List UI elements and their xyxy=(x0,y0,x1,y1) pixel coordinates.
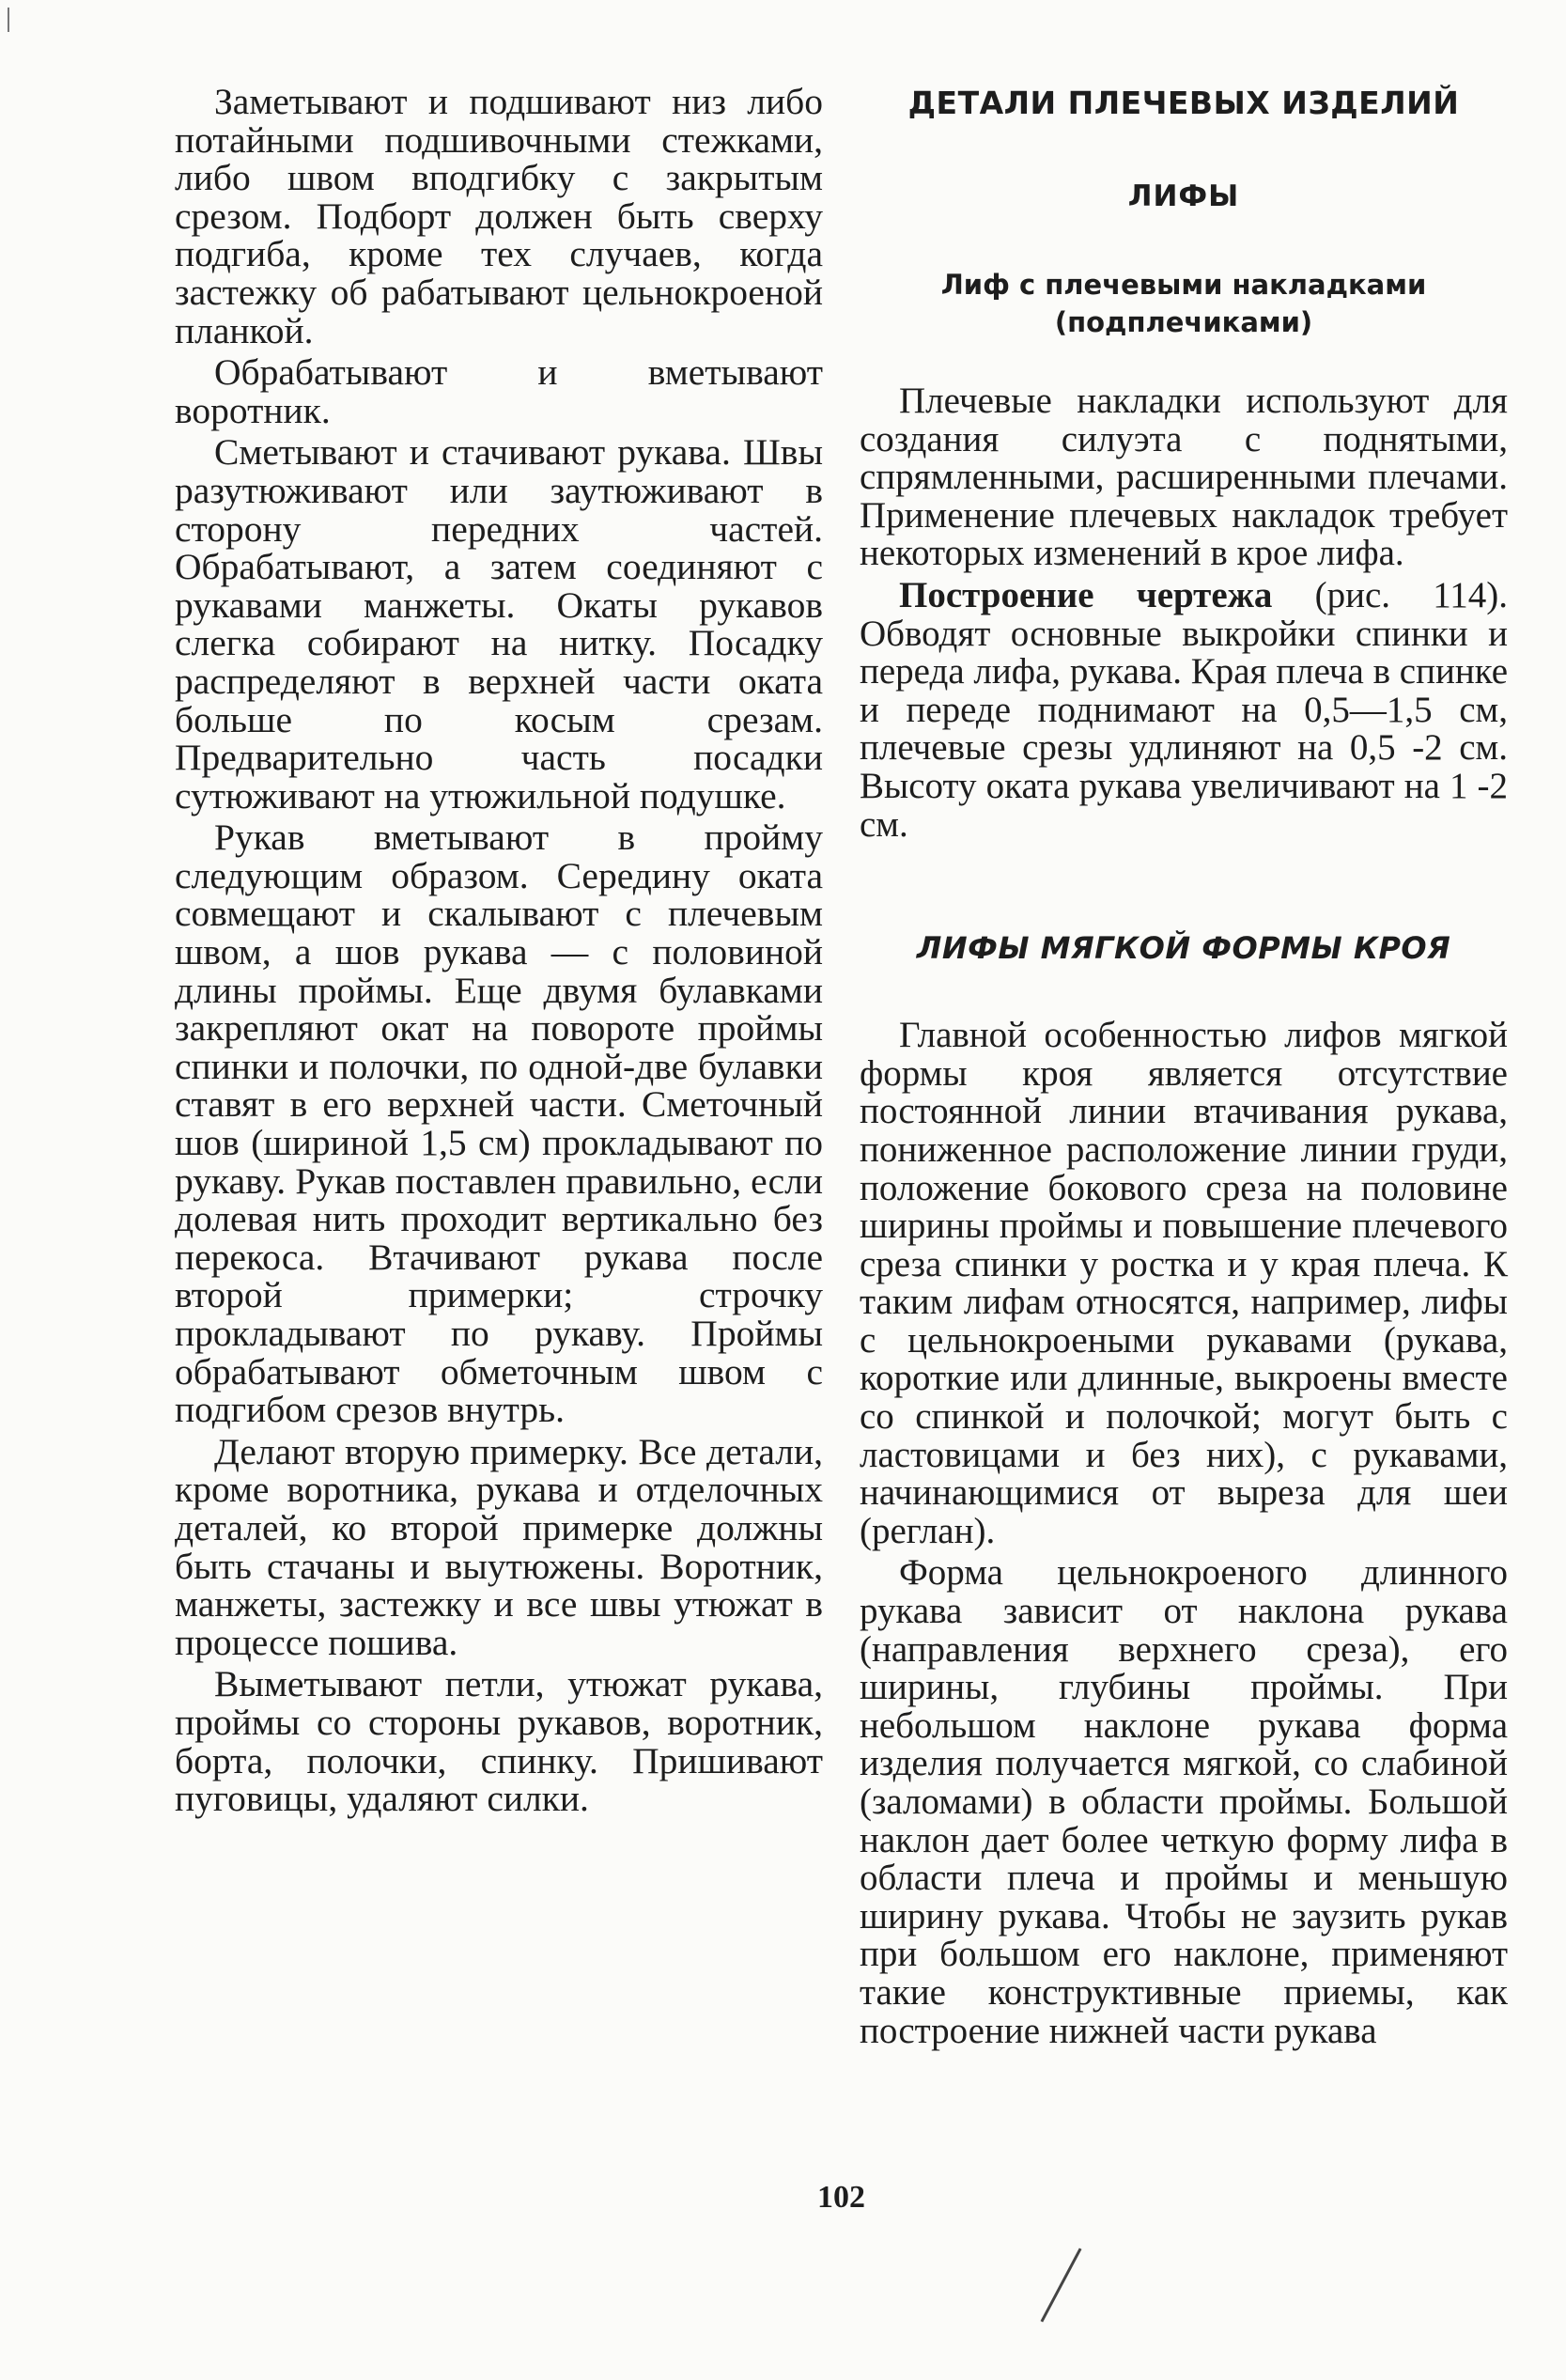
soft-paragraph-1: Главной особенностью лифов мягкой формы кроя является отсутствие постоянной линии втачивания рукава, пониженное расположение линии груди, положение бокового среза на половине ширины проймы и повышение плечевого среза спинки у ростка и у края плеча. К таким лифам относятся, например, лифы с цельнокроеными рукавами (рукава, короткие или длинные, выкроены вместе со спинкой и полочкой; могут быть с ластовицами и без них), с рукавами, начинающимися от выреза для шеи (реглан). xyxy=(860,1015,1508,1551)
left-column xyxy=(175,83,823,1818)
scan-mark xyxy=(8,8,9,32)
topic-title: Лиф с плечевыми накладками (подплечиками) xyxy=(940,269,1427,338)
left-paragraph-1: Заметывают и подшивают низ либо потайными подшивочными стежками, либо швом вподгибку с закрытым срезом. Подборт должен быть сверху подгиба, кроме тех случаев, когда застежку об рабатывают цельнокроеной планкой. xyxy=(175,81,823,351)
drawing-text: (рис. 114). Обводят основные выкройки спинки и переда лифа, рукава. Края плеча в спинке и переде поднимают на 0,5—1,5 см, плечевые срезы удлиняют на 0,5 -2 см. Высоту оката рукава увеличивают на 1 -2 см. xyxy=(860,574,1508,845)
section-title: ДЕТАЛИ ПЛЕЧЕВЫХ ИЗДЕЛИЙ xyxy=(907,85,1460,121)
drawing-lead: Построение чертежа xyxy=(899,574,1273,615)
soft-form-title: ЛИФЫ МЯГКОЙ ФОРМЫ КРОЯ xyxy=(916,930,1451,967)
left-paragraph-5: Делают вторую примерку. Все детали, кроме воротника, рукава и отделочных деталей, ко второй примерке должны быть стачаны и выутюжены. Воротник, манжеты, застежку и все швы утюжат в процессе пошива. xyxy=(175,1430,823,1663)
page-number: 102 xyxy=(817,2180,865,2215)
left-paragraph-3: Сметывают и стачивают рукава. Швы разутюживают или заутюживают в сторону передних частей. Обрабатывают, а затем соединяют с рукавами манжеты. Окаты рукавов слегка собирают на нитку. Посадку распределяют в верхней части оката больше по косым срезам. Предварительно часть посадки сутюживают на утюжильной подушке. xyxy=(175,431,823,817)
subsection-title: ЛИФЫ xyxy=(1127,179,1240,213)
left-paragraph-4: Рукав вметывают в пройму следующим образом. Середину оката совмещают и скалывают с плечевым швом, а шов рукава — с половиной длины проймы. Еще двумя булавками закрепляют окат на повороте проймы спинки и полочки, по одной-две булавки ставят в его верхней части. Сметочный шов (шириной 1,5 см) прокладывают по рукаву. Рукав поставлен правильно, если долевая нить проходит вертикально без перекоса. Втачивают рукава после второй примерки; строчку прокладывают по рукаву. Проймы обрабатывают обметочным швом с подгибом срезов внутрь. xyxy=(175,817,823,1431)
drawing-paragraph xyxy=(860,574,1508,845)
soft-paragraph-2: Форма цельнокроеного длинного рукава зависит от наклона рукава (направления верхнего среза), его ширины, глубины проймы. При небольшом наклоне рукава форма изделия получается мягкой, со слабиной (заломами) в области проймы. Большой наклон дает более четкую форму лифа в области плеча и проймы и меньшую ширину рукава. Чтобы не заузить рукав при большом его наклоне, применяют такие конструктивные приемы, как построение нижней части рукава xyxy=(860,1552,1508,2051)
right-column xyxy=(860,83,1508,2050)
left-paragraph-2: Обрабатывают и вметывают воротник. xyxy=(175,351,823,431)
scan-scratch xyxy=(1041,2248,1082,2322)
intro-paragraph: Плечевые накладки используют для создания силуэта с поднятыми, спрямленными, расширенными плечами. Применение плечевых накладок требует некоторых изменений в крое лифа. xyxy=(860,381,1508,574)
left-paragraph-6: Выметывают петли, утюжат рукава, проймы со стороны рукавов, воротник, борта, полочки, спинку. Пришивают пуговицы, удаляют силки. xyxy=(175,1663,823,1820)
